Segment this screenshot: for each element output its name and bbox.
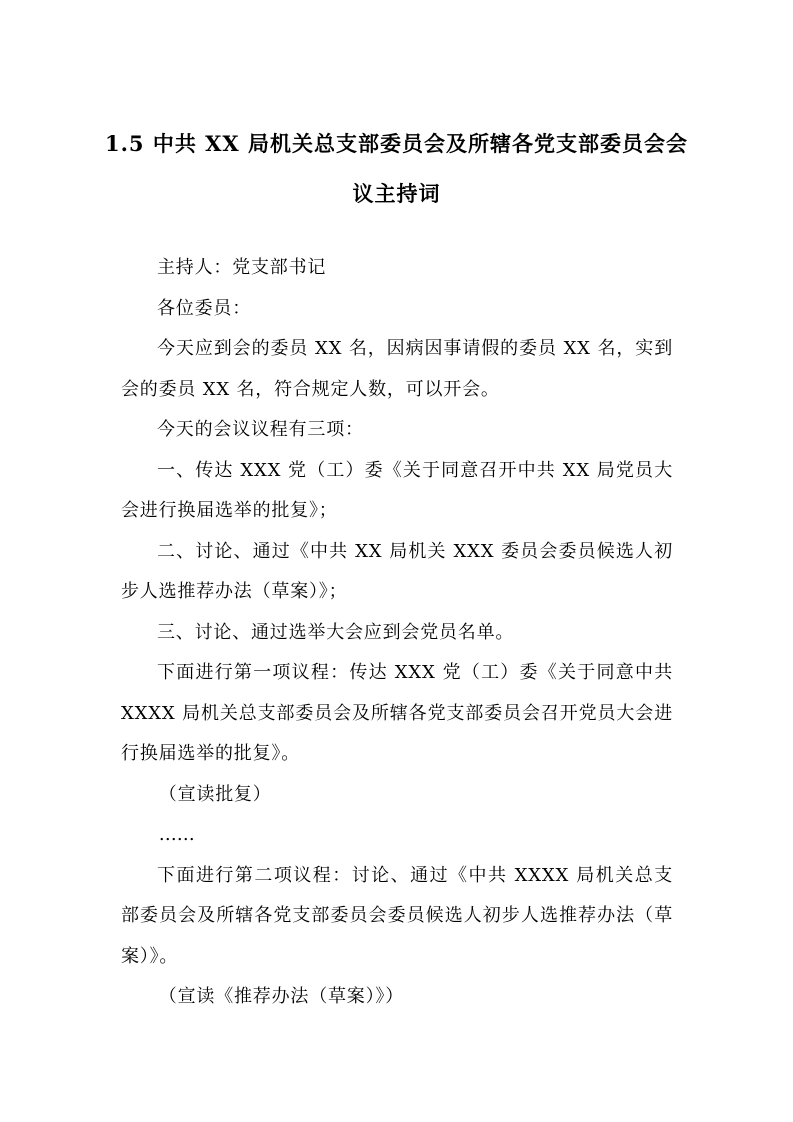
ellipsis: ……	[158, 824, 195, 845]
agenda-step-1: 下面进行第一项议程：传达 XXX 党（工）委《关于同意中共 XXXX 局机关总支部委员会及所辖各党支部委员会召开党员大会进行换届选举的批复》。	[121, 662, 673, 764]
salutation: 各位委员：	[157, 297, 251, 319]
agenda-item-2: 二、讨论、通过《中共 XX 局机关 XXX 委员会委员候选人初步人选推荐办法（草案）》；	[121, 540, 673, 602]
attendance-paragraph: 今天应到会的委员 XX 名，因病因事请假的委员 XX 名，实到会的委员 XX 名，符合规定人数，可以开会。	[121, 338, 673, 400]
read-approval-note: （宣读批复）	[158, 783, 272, 805]
agenda-step-2: 下面进行第二项议程：讨论、通过《中共 XXXX 局机关总支部委员会及所辖各党支部委员会委员候选人初步人选推荐办法（草案）》。	[121, 864, 673, 967]
agenda-intro: 今天的会议议程有三项：	[157, 419, 364, 440]
document-body	[121, 248, 673, 1018]
document-title-line-2: 议主持词	[352, 181, 441, 206]
read-draft-note: （宣读《推荐办法（草案）》）	[158, 986, 404, 1007]
agenda-item-1: 一、传达 XXX 党（工）委《关于同意召开中共 XX 局党员大会进行换届选举的批复》；	[121, 459, 673, 521]
agenda-item-3: 三、讨论、通过选举大会应到会党员名单。	[157, 621, 515, 643]
host-line: 主持人：党支部书记	[157, 257, 327, 278]
document-title-line-1: 1.5 中共 XX 局机关总支部委员会及所辖各党支部委员会会	[104, 131, 689, 156]
